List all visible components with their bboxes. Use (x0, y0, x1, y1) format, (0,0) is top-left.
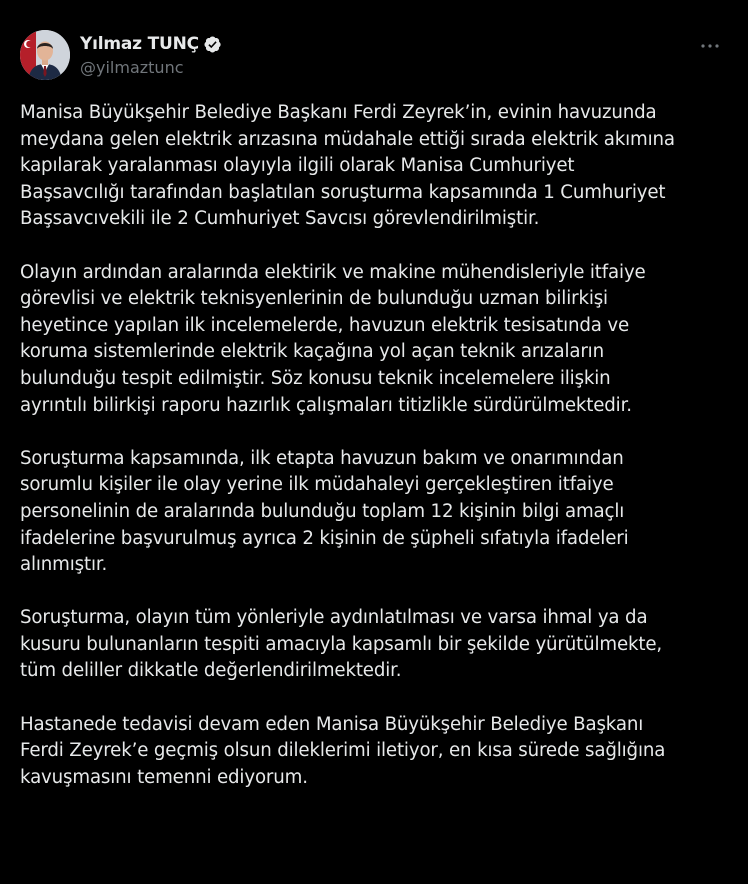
more-options-button[interactable] (698, 36, 722, 56)
paragraph-spacer (20, 685, 732, 712)
tweet-paragraph-4: Soruşturma, olayın tüm yönleriyle aydınlatılması ve varsa ihmal ya da kusuru bulunanların tespiti amacıyla kapsamlı bir şekilde yürütülmekte, tüm deliller dikkatle değerlendirilmektedir. (20, 607, 663, 682)
paragraph-spacer (20, 233, 732, 260)
more-horizontal-icon (698, 36, 722, 56)
display-name[interactable]: Yılmaz TUNÇ (80, 34, 199, 54)
tweet-header (20, 30, 728, 82)
tweet-text (20, 100, 732, 791)
author-handle[interactable]: @yilmaztunc (80, 58, 184, 77)
profile-photo-icon (20, 30, 70, 80)
tweet-paragraph-1: Manisa Büyükşehir Belediye Başkanı Ferdi Zeyrek’in, evinin havuzunda meydana gelen elektrik arızasına müdahale ettiği sırada elektrik akımına kapılarak yaralanması olayıyla ilgili olarak Manisa Cumhuriyet Başsavcılığı tarafından başlatılan soruşturma kapsamında 1 Cumhuriyet Başsavcıvekili ile 2 Cumhuriyet Savcısı görevlendirilmiştir. (20, 102, 675, 230)
paragraph-spacer (20, 579, 732, 606)
author-names (80, 32, 222, 77)
paragraph-spacer (20, 419, 732, 446)
tweet-paragraph-5: Hastanede tedavisi devam eden Manisa Büyükşehir Belediye Başkanı Ferdi Zeyrek’e geçmiş olsun dileklerimi iletiyor, en kısa sürede sağlığına kavuşmasını temenni ediyorum. (20, 713, 666, 788)
display-name-row[interactable] (80, 32, 222, 56)
tweet-paragraph-2: Olayın ardından aralarında elektirik ve makine mühendisleriyle itfaiye görevlisi ve elektrik teknisyenlerinin de bulunduğu uzman bilirkişi heyetince yapılan ilk incelemelerde, havuzun elektrik tesisatında ve koruma sistemlerinde elektrik kaçağına yol açan teknik arızaların bulunduğu tespit edilmiştir. Söz konusu teknik incelemelere ilişkin ayrıntılı bilirkişi raporu hazırlık çalışmaları titizlikle sürdürülmektedir. (20, 261, 646, 416)
avatar[interactable] (20, 30, 70, 80)
verified-badge-icon (203, 35, 222, 54)
tweet-paragraph-3: Soruşturma kapsamında, ilk etapta havuzun bakım ve onarımından sorumlu kişiler ile olay yerine ilk müdahaleyi gerçekleştiren itfaiye personelinin de aralarında bulunduğu toplam 12 kişinin bilgi amaçlı ifadelerine başvurulmuş ayrıca 2 kişinin de şüpheli sıfatıyla ifadeleri alınmıştır. (20, 447, 629, 576)
